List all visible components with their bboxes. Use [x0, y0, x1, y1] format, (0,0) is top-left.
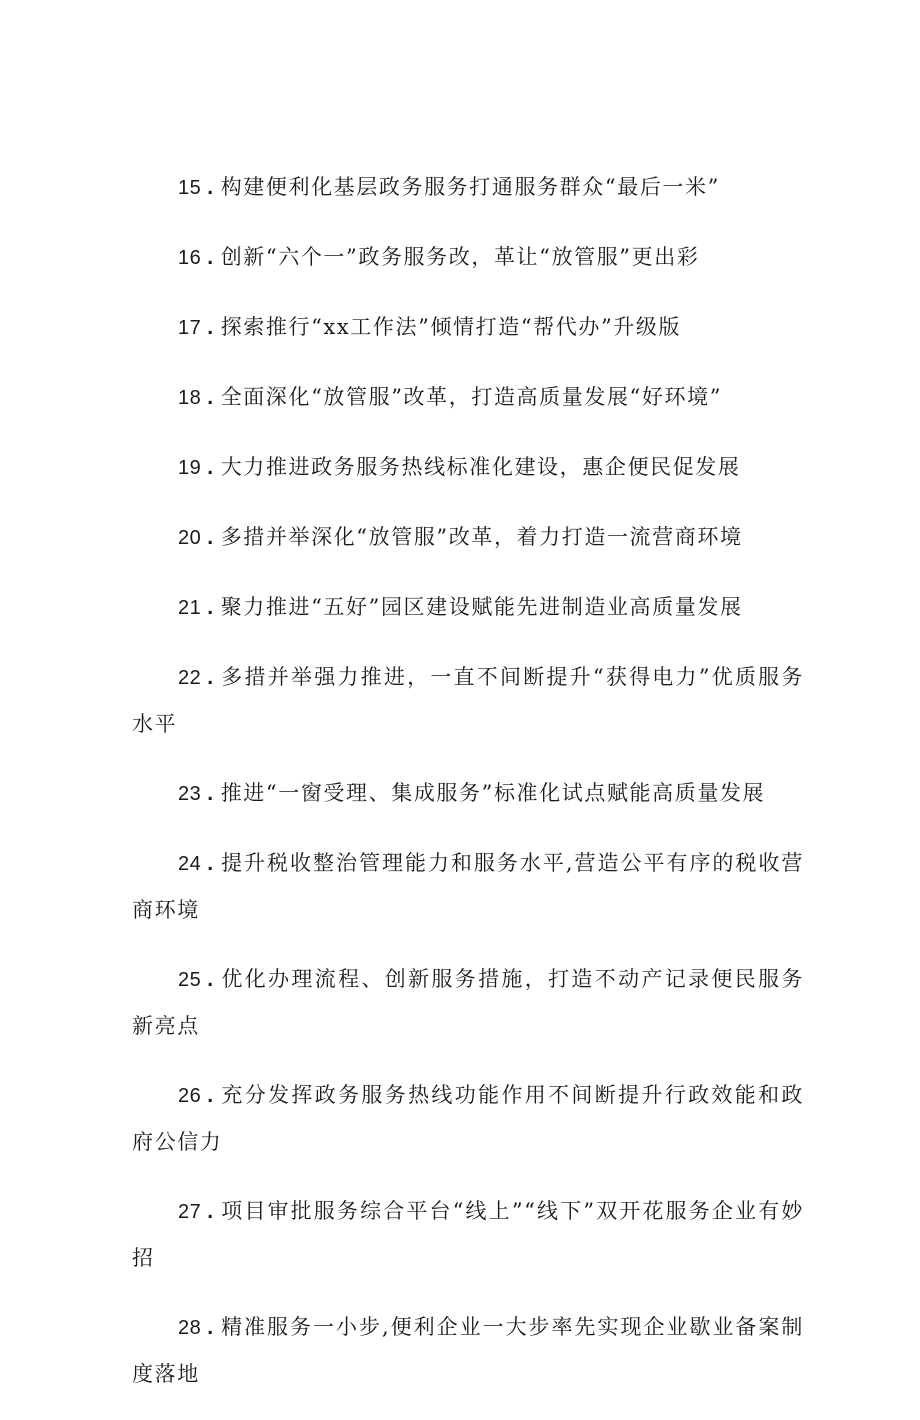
list-item	[132, 840, 804, 933]
list-item	[132, 654, 804, 747]
item-text: 大力推进政务服务热线标准化建设，惠企便民促发展	[220, 455, 741, 479]
item-text: 推进“一窗受理、集成服务”标准化试点赋能高质量发展	[220, 781, 766, 805]
item-separator: .	[207, 1316, 215, 1339]
list-item	[132, 1072, 804, 1165]
item-number: 25	[178, 969, 202, 991]
item-number: 23	[178, 783, 202, 805]
item-text: 创新“六个一”政务服务改，革让“放管服”更出彩	[220, 245, 700, 269]
item-number: 27	[178, 1201, 202, 1223]
item-separator: .	[207, 526, 215, 549]
item-separator: .	[207, 456, 215, 479]
item-number: 18	[178, 387, 202, 409]
item-text: 项目审批服务综合平台“线上”“线下”双开花服务企业有妙招	[132, 1199, 804, 1270]
list-item	[132, 444, 804, 491]
item-text: 全面深化“放管服”改革，打造高质量发展“好环境”	[220, 385, 723, 409]
item-separator: .	[207, 1084, 215, 1107]
item-separator: .	[207, 782, 215, 805]
item-separator: .	[207, 1200, 215, 1223]
item-text: 多措并举强力推进，一直不间断提升“获得电力”优质服务水平	[132, 665, 804, 736]
item-number: 21	[178, 597, 202, 619]
item-separator: .	[207, 246, 215, 269]
list-item	[132, 956, 804, 1049]
item-number: 20	[178, 527, 202, 549]
list-item	[132, 1304, 804, 1397]
item-separator: .	[207, 316, 215, 339]
item-separator: .	[207, 968, 215, 991]
item-number: 26	[178, 1085, 202, 1107]
item-text: 聚力推进“五好”园区建设赋能先进制造业高质量发展	[220, 595, 743, 619]
item-text: 多措并举深化“放管服”改革，着力打造一流营商环境	[220, 525, 743, 549]
list-item	[132, 304, 804, 351]
item-separator: .	[207, 852, 215, 875]
list-item	[132, 770, 804, 817]
item-text: 优化办理流程、创新服务措施，打造不动产记录便民服务新亮点	[132, 967, 804, 1038]
item-number: 28	[178, 1317, 202, 1339]
list-item	[132, 514, 804, 561]
item-text: 充分发挥政务服务热线功能作用不间断提升行政效能和政府公信力	[132, 1083, 804, 1154]
item-number: 15	[178, 177, 202, 199]
list-item	[132, 374, 804, 421]
list-item	[132, 234, 804, 281]
item-text: 精准服务一小步,便利企业一大步率先实现企业歇业备案制度落地	[132, 1315, 804, 1386]
list-item	[132, 584, 804, 631]
item-separator: .	[207, 596, 215, 619]
item-separator: .	[207, 386, 215, 409]
item-number: 22	[178, 667, 202, 689]
item-text: 探索推行“xx工作法”倾情打造“帮代办”升级版	[220, 315, 682, 339]
item-separator: .	[207, 176, 215, 199]
list-item	[132, 164, 804, 211]
item-number: 17	[178, 317, 202, 339]
list-item	[132, 1188, 804, 1281]
item-number: 19	[178, 457, 202, 479]
item-text: 提升税收整治管理能力和服务水平,营造公平有序的税收营商环境	[132, 851, 804, 922]
item-text: 构建便利化基层政务服务打通服务群众“最后一米”	[220, 175, 720, 199]
item-number: 24	[178, 853, 202, 875]
item-separator: .	[207, 666, 215, 689]
item-number: 16	[178, 247, 202, 269]
headline-list	[132, 164, 804, 1420]
